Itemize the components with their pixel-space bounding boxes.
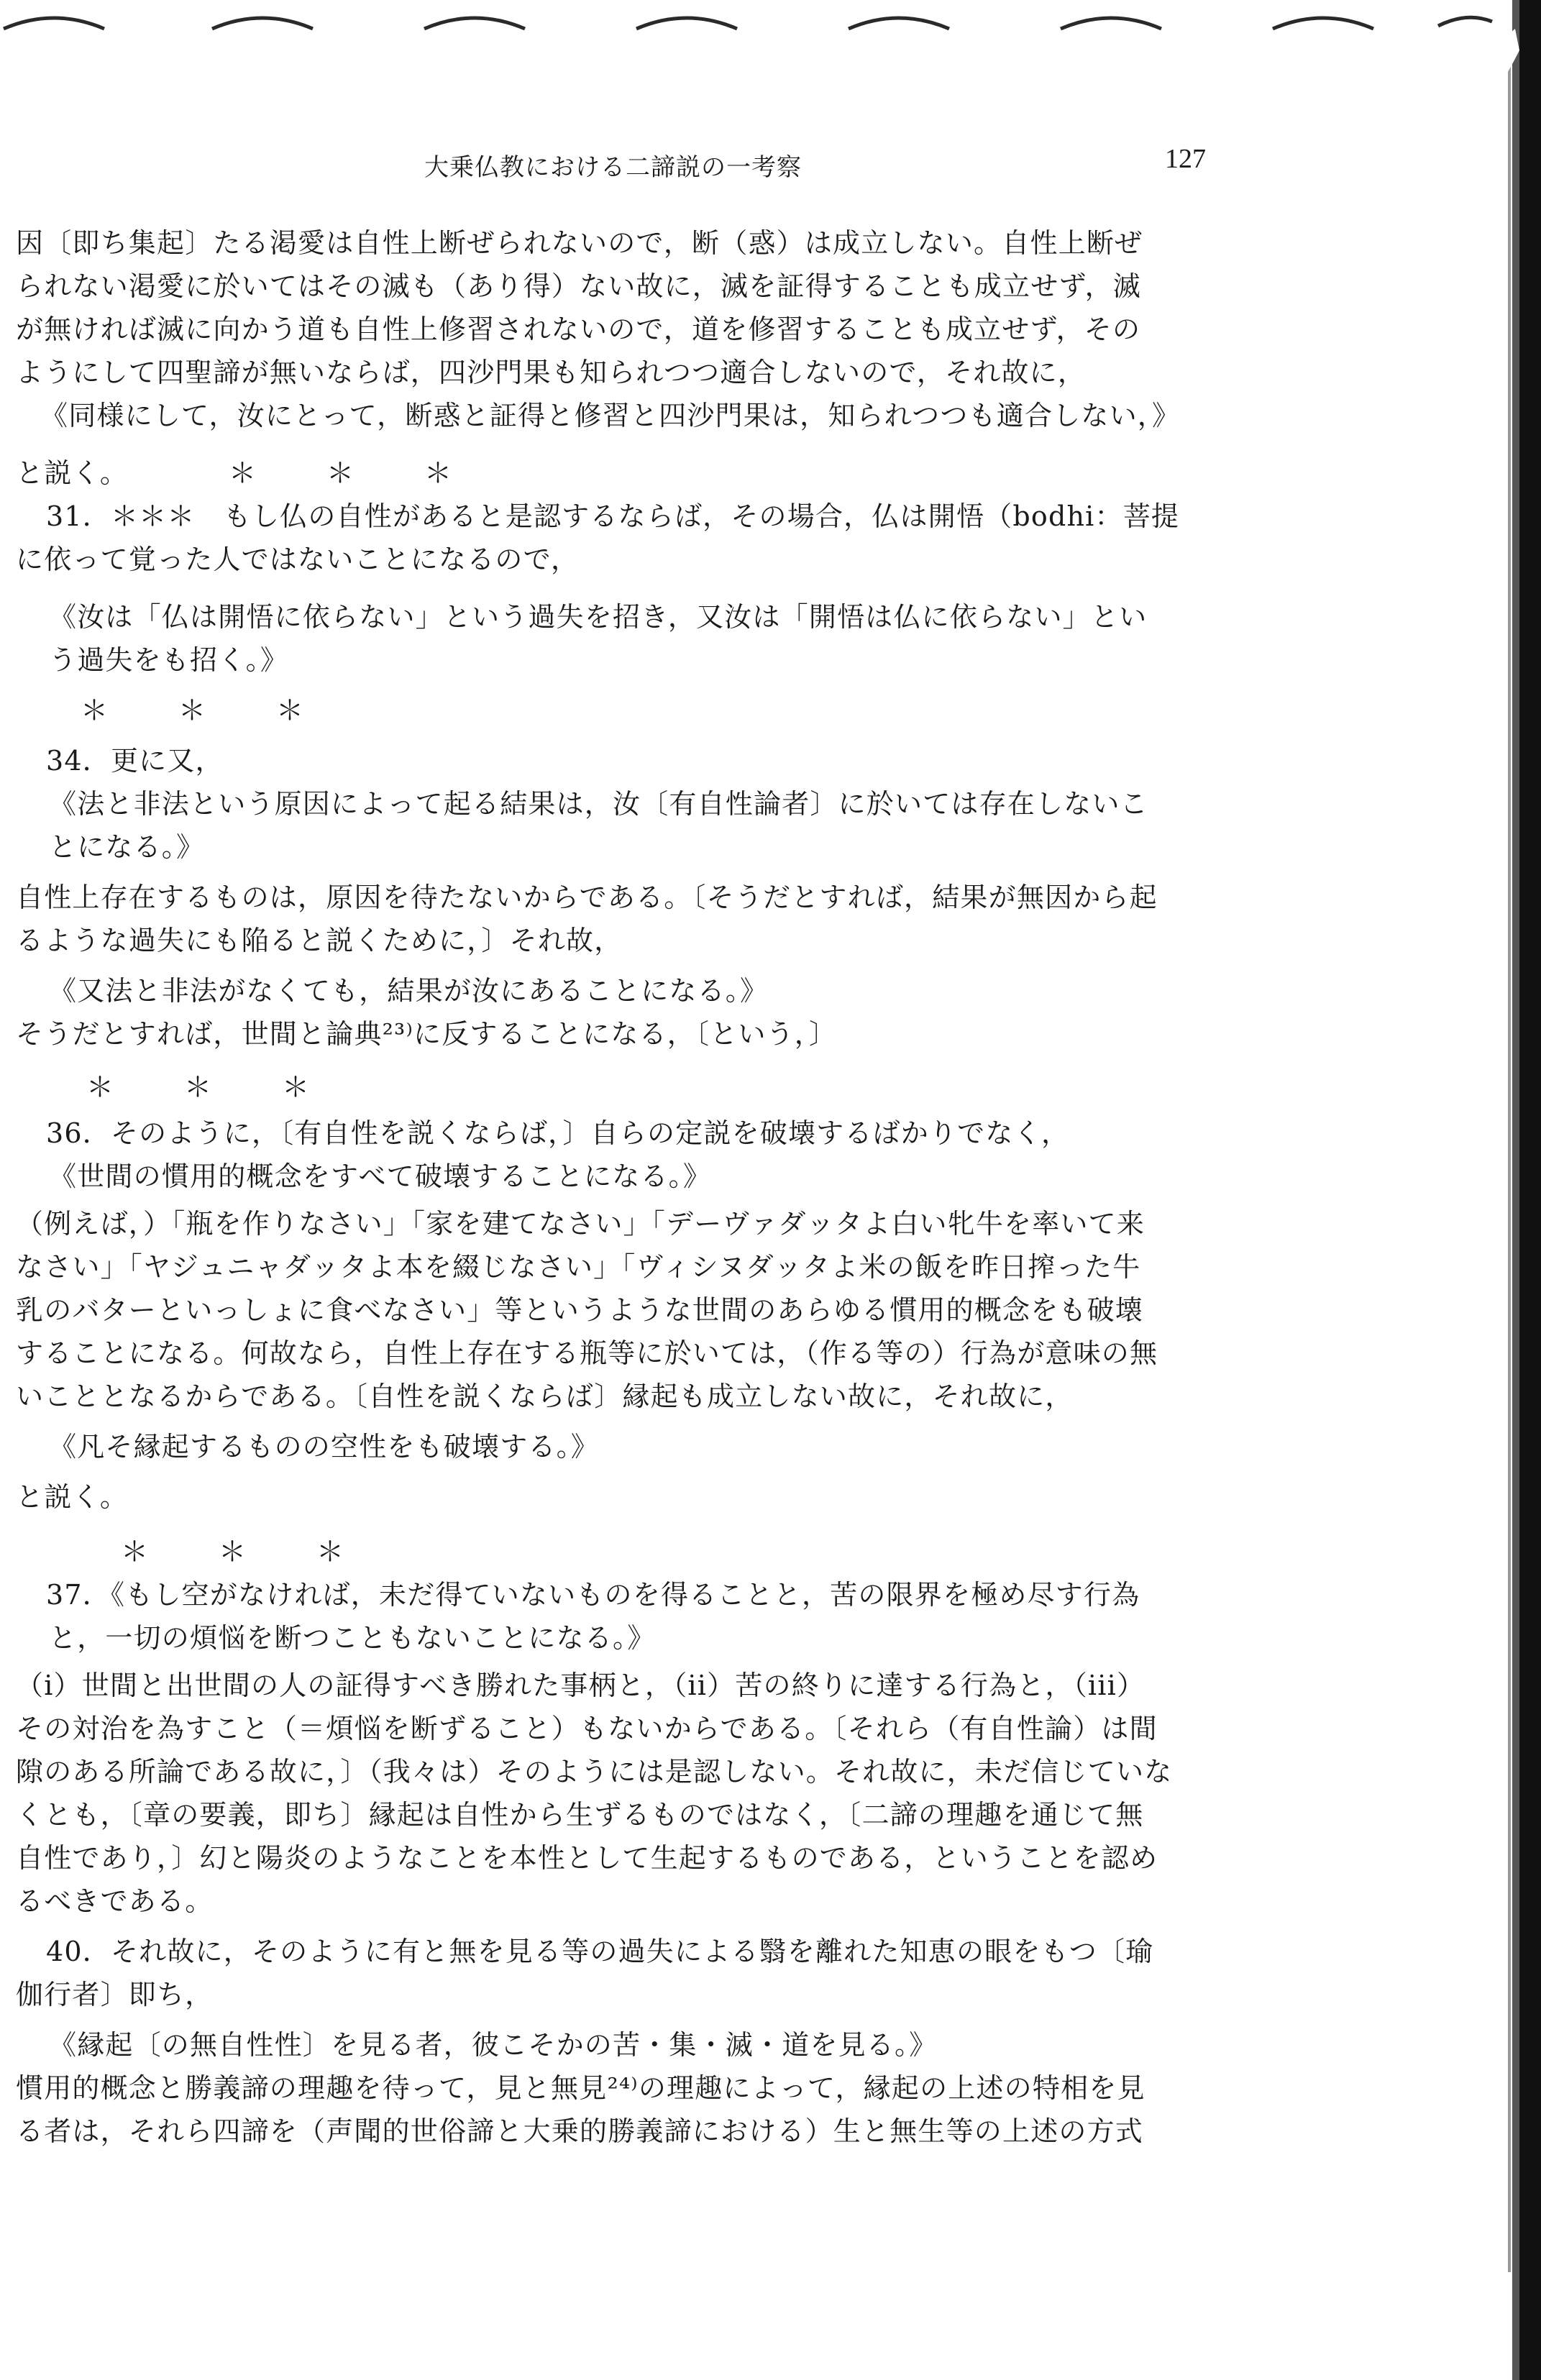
text-line: 乳のバターといっしょに食べなさい」等というような世間のあらゆる慣用的概念をも破壊 (16, 1294, 1144, 1326)
section-heading-36: 36．そのように，〔有自性を説くならば，〕自らの定説を破壊するばかりでなく， (46, 1117, 1070, 1149)
section-heading-31: 31．＊＊＊ もし仏の自性があると是認するならば，その場合，仏は開悟（bodhi：菩提 (46, 500, 1180, 532)
text-line: 隙のある所論である故に，〕（我々は）そのようには是認しない。それ故に，未だ信じていな (16, 1756, 1173, 1788)
text-line: が無ければ滅に向かう道も自性上修習されないので，道を修習することも成立せず，その (16, 313, 1141, 345)
section-heading-37: 37．《もし空がなければ，未だ得ていないものを得ることと，苦の限界を極め尽す行為 (46, 1579, 1140, 1611)
text-line: 自性上存在するものは，原因を待たないからである。〔そうだとすれば，結果が無因から起 (16, 882, 1158, 913)
text-line: 慣用的概念と勝義諦の理趣を待って，見と無見²⁴⁾の理趣によって，縁起の上述の特相を見 (16, 2072, 1146, 2104)
text-line: 因〔即ち集起〕たる渇愛は自性上断ぜられないので，断（惑）は成立しない。自性上断ぜ (16, 227, 1143, 259)
text-line: ようにして四聖諦が無いならば，四沙門果も知られつつ適合しないので，それ故に， (16, 357, 1087, 388)
text-line: と説く。 (16, 1481, 129, 1513)
text-line: いこととなるからである。〔自性を説くならば〕縁起も成立しない故に，それ故に， (16, 1381, 1074, 1412)
text-line: 自性であり，〕幻と陽炎のようなことを本性として生起するものである，ということを認め (16, 1842, 1158, 1874)
text-line: られない渇愛に於いてはその滅も（あり得）ない故に，滅を証得することも成立せず，滅 (16, 270, 1141, 302)
section-heading-34: 34．更に又， (46, 745, 224, 777)
text-line: る者は，それら四諦を（声聞的世俗諦と大乗的勝義諦における）生と無生等の上述の方式 (16, 2115, 1144, 2147)
text-line: るべきである。 (16, 1885, 214, 1917)
text-line: と説く。 (16, 457, 129, 489)
text-line: に依って覚った人ではないことになるので， (16, 544, 580, 575)
text-line: することになる。何故なら，自性上存在する瓶等に於いては，（作る等の）行為が意味の無 (16, 1337, 1158, 1369)
text-line: くとも，〔章の要義，即ち〕縁起は自性から生ずるものではなく，〔二諦の理趣を通じて無 (16, 1799, 1144, 1831)
verse-line: 《汝は「仏は開悟に依らない」という過失を招き，又汝は「開悟は仏に依らない」とい (49, 601, 1148, 633)
text-line: （i）世間と出世間の人の証得すべき勝れた事柄と，（ii）苦の終りに達する行為と，（iii） (16, 1670, 1146, 1701)
verse-line: 《法と非法という原因によって起る結果は，汝〔有自性論者〕に於いては存在しないこ (49, 788, 1148, 820)
verse-line: 《又法と非法がなくても，結果が汝にあることになる。》 (49, 975, 769, 1007)
verse-line: 《凡そ縁起するものの空性をも破壊する。》 (49, 1431, 600, 1463)
text-line: 伽行者〕即ち， (16, 1979, 214, 2010)
verse-line: 《同様にして，汝にとって，断惑と証得と修習と四沙門果は，知られつつも適合しない，》 (40, 400, 1181, 431)
text-line: そうだとすれば，世間と論典²³⁾に反することになる，〔という，〕 (16, 1018, 838, 1050)
verse-line: と，一切の煩悩を断つこともないことになる。》 (49, 1622, 656, 1654)
section-separator: ＊ ＊ ＊ (86, 1071, 331, 1103)
text-line: その対治を為すこと（＝煩悩を断ずること）もないからである。〔それら（有自性論）は間 (16, 1713, 1158, 1744)
verse-line: とになる。》 (49, 831, 205, 863)
text-line: なさい」「ヤジュニャダッタよ本を綴じなさい」「ヴィシヌダッタよ米の飯を昨日搾った牛 (16, 1251, 1141, 1283)
section-separator: ＊ ＊ ＊ (229, 457, 474, 489)
verse-line: 《世間の慣用的概念をすべて破壊することになる。》 (49, 1161, 712, 1192)
verse-line: 《縁起〔の無自性性〕を見る者，彼こそかの苦・集・滅・道を見る。》 (49, 2029, 938, 2061)
page-number: 127 (1165, 144, 1206, 174)
text-line: るような過失にも陥ると説くために，〕それ故， (16, 925, 623, 956)
running-title: 大乗仏教における二諦説の一考察 (424, 153, 802, 182)
text-line: （例えば，）「瓶を作りなさい」「家を建てなさい」「デーヴァダッタよ白い牝牛を率いて来 (16, 1208, 1146, 1240)
section-separator: ＊ ＊ ＊ (121, 1536, 366, 1567)
section-separator: ＊ ＊ ＊ (81, 695, 326, 726)
verse-line: う過失をも招く。》 (49, 644, 289, 676)
section-heading-40: 40．それ故に，そのように有と無を見る等の過失による翳を離れた知恵の眼をもつ〔瑜 (46, 1936, 1154, 1967)
